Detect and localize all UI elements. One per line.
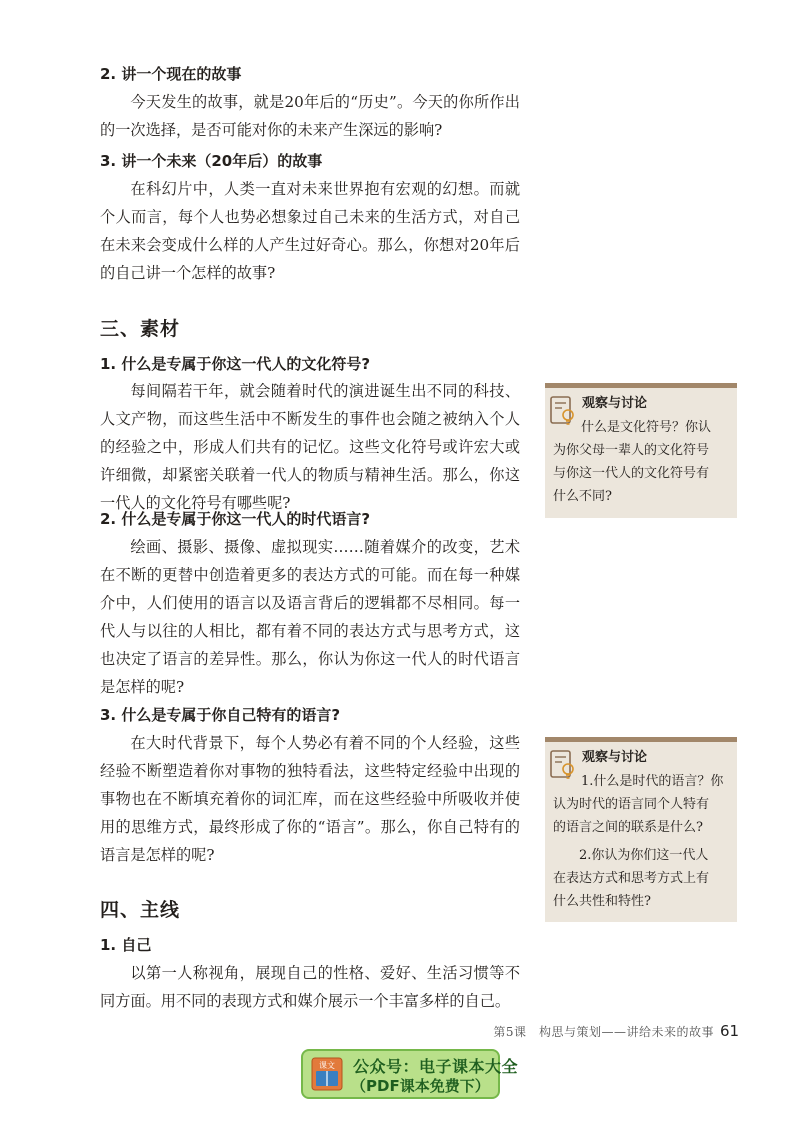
discussion-2-line-4: 2.你认为你们这一代人 bbox=[579, 848, 709, 863]
book-logo-icon bbox=[311, 1057, 343, 1091]
page-number: 61 bbox=[720, 1022, 740, 1040]
watermark-line-1: 公众号：电子课本大全 bbox=[353, 1057, 519, 1076]
discussion-2-line-6: 什么共性和特性? bbox=[553, 894, 651, 909]
discussion-1-line-3: 与你这一代人的文化符号有 bbox=[553, 466, 710, 481]
paragraph-story-now: 今天发生的故事，就是20年后的“历史”。今天的你所作出的一次选择，是否可能对你的未来产生深远的影响? bbox=[100, 93, 520, 139]
discussion-title-2: 观察与讨论 bbox=[582, 750, 648, 765]
running-title: 第5课 构思与策划——讲给未来的故事 bbox=[493, 1025, 714, 1039]
discussion-box-1 bbox=[545, 383, 737, 518]
watermark-line-2: （PDF课本免费下） bbox=[351, 1077, 490, 1095]
discussion-2-line-5: 在表达方式和思考方式上有 bbox=[553, 871, 710, 886]
heading-era-language: 2. 什么是专属于你这一代人的时代语言? bbox=[100, 510, 371, 528]
discussion-1-line-1: 什么是文化符号？你认 bbox=[581, 420, 712, 435]
watermark-badge bbox=[301, 1049, 519, 1099]
heading-story-now: 2. 讲一个现在的故事 bbox=[100, 65, 242, 83]
heading-mainline: 四、主线 bbox=[100, 899, 181, 921]
discussion-2-line-2: 认为时代的语言同个人特有 bbox=[553, 797, 710, 812]
discussion-title-1: 观察与讨论 bbox=[582, 396, 648, 411]
discussion-box-2 bbox=[545, 737, 737, 922]
paragraph-self: 以第一人称视角，展现自己的性格、爱好、生活习惯等不同方面。用不同的表现方式和媒介展示一个丰富多样的自己。 bbox=[100, 964, 520, 1010]
heading-material: 三、素材 bbox=[100, 318, 181, 340]
logo-text: 课文 bbox=[319, 1061, 335, 1070]
heading-self: 1. 自己 bbox=[100, 936, 152, 954]
discussion-2-line-3: 的语言之间的联系是什么? bbox=[553, 820, 703, 835]
discussion-2-line-1: 1.什么是时代的语言？你 bbox=[581, 774, 724, 789]
paragraph-era-language: 绘画、摄影、摄像、虚拟现实……随着媒介的改变，艺术在不断的更替中创造着更多的表达方式的可能。而在每一种媒介中，人们使用的语言以及语言背后的逻辑都不尽相同。每一代人与以往的人相比，都有着不同的表达方式与思考方式，这也决定了语言的差异性。那么，你认为你这一代人的时代语言是怎样的呢? bbox=[100, 538, 520, 696]
discussion-1-line-4: 什么不同? bbox=[553, 489, 612, 504]
heading-own-language: 3. 什么是专属于你自己特有的语言? bbox=[100, 706, 341, 724]
lightbulb-note-icon bbox=[550, 396, 576, 428]
lightbulb-note-icon bbox=[550, 750, 576, 782]
paragraph-story-future: 在科幻片中，人类一直对未来世界抱有宏观的幻想。而就个人而言，每个人也势必想象过自己未来的生活方式，对自己在未来会变成什么样的人产生过好奇心。那么，你想对20年后的自己讲一个怎样的故事? bbox=[100, 180, 520, 282]
heading-story-future: 3. 讲一个未来（20年后）的故事 bbox=[100, 152, 323, 170]
paragraph-own-language: 在大时代背景下，每个人势必有着不同的个人经验，这些经验不断塑造着你对事物的独特看法，这些特定经验中出现的事物也在不断填充着你的词汇库，而在这些经验中所吸收并使用的思维方式，最终形成了你的“语言”。那么，你自己特有的语言是怎样的呢? bbox=[100, 734, 520, 864]
heading-cultural-symbols: 1. 什么是专属于你这一代人的文化符号? bbox=[100, 355, 371, 373]
paragraph-cultural-symbols: 每间隔若干年，就会随着时代的演进诞生出不同的科技、人文产物，而这些生活中不断发生的事件也会随之被纳入个人的经验之中，形成人们共有的记忆。这些文化符号或许宏大或许细微，却紧密关联着一代人的物质与精神生活。那么，你这一代人的文化符号有哪些呢? bbox=[100, 382, 520, 512]
discussion-1-line-2: 为你父母一辈人的文化符号 bbox=[553, 443, 710, 458]
